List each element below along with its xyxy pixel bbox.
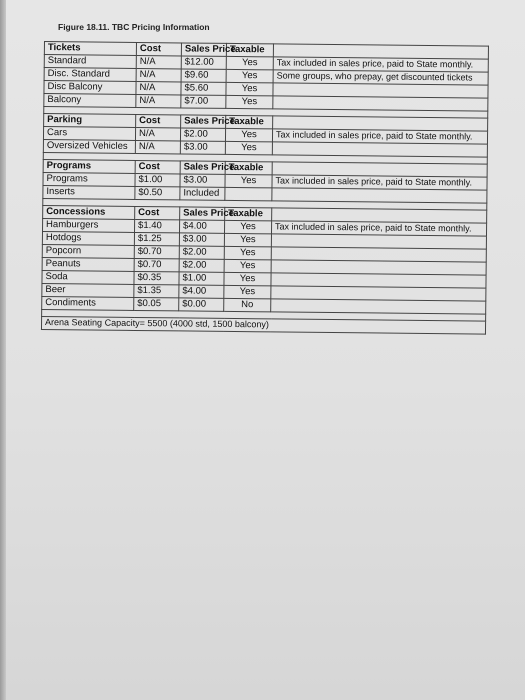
item-cost: $1.25	[134, 232, 179, 245]
item-note: Tax included in sales price, paid to State monthly.	[272, 175, 487, 190]
item-taxable: Yes	[225, 174, 272, 187]
pricing-table	[41, 41, 489, 335]
item-taxable: Yes	[224, 285, 271, 298]
item-taxable: Yes	[226, 82, 273, 95]
item-taxable: Yes	[224, 246, 271, 259]
item-name: Hotdogs	[42, 231, 134, 245]
cost-header: Cost	[135, 160, 180, 173]
item-cost: N/A	[136, 81, 181, 94]
section-title: Parking	[44, 114, 136, 128]
sales-price-header: Sales Price	[181, 43, 226, 56]
sales-price-header: Sales Price	[181, 115, 226, 128]
item-cost: $0.35	[134, 271, 179, 284]
item-taxable: Yes	[225, 128, 272, 141]
item-name: Peanuts	[42, 257, 134, 271]
item-taxable: Yes	[224, 259, 271, 272]
item-sales-price: $3.00	[180, 141, 225, 154]
item-taxable: Yes	[226, 69, 273, 82]
sales-price-header: Sales Price	[180, 207, 225, 220]
item-sales-price: $3.00	[179, 233, 224, 246]
item-name: Cars	[43, 127, 135, 141]
sales-price-header: Sales Price	[180, 161, 225, 174]
item-cost: $0.05	[134, 297, 179, 310]
item-sales-price: $2.00	[179, 259, 224, 272]
item-note: Tax included in sales price, paid to State monthly.	[272, 129, 487, 144]
pricing-sheet	[39, 41, 488, 548]
item-taxable: Yes	[226, 56, 273, 69]
item-sales-price: $7.00	[181, 95, 226, 108]
item-name: Oversized Vehicles	[43, 139, 135, 153]
item-taxable: Yes	[224, 272, 271, 285]
seating-capacity-note: Arena Seating Capacity= 5500 (4000 std, 1500 balcony)	[41, 316, 485, 334]
item-cost: $1.00	[135, 173, 180, 186]
taxable-header: Taxable	[226, 115, 273, 128]
item-taxable	[225, 187, 272, 200]
item-name: Disc. Standard	[44, 68, 136, 82]
item-taxable: Yes	[226, 95, 273, 108]
item-sales-price: $0.00	[179, 298, 224, 311]
item-taxable: No	[224, 298, 271, 311]
item-name: Inserts	[43, 185, 135, 199]
item-sales-price: $2.00	[180, 128, 225, 141]
item-name: Disc Balcony	[44, 81, 136, 95]
item-sales-price: $4.00	[179, 220, 224, 233]
item-name: Condiments	[42, 296, 134, 310]
taxable-header: Taxable	[226, 43, 273, 56]
taxable-header: Taxable	[225, 207, 272, 220]
item-sales-price: $5.60	[181, 82, 226, 95]
item-sales-price: $9.60	[181, 69, 226, 82]
item-name: Hamburgers	[43, 218, 135, 232]
item-taxable: Yes	[224, 233, 271, 246]
item-name: Balcony	[44, 94, 136, 108]
item-sales-price: $1.00	[179, 272, 224, 285]
item-taxable: Yes	[225, 141, 272, 154]
item-cost: $0.70	[134, 245, 179, 258]
cost-header: Cost	[136, 42, 181, 55]
item-cost: N/A	[135, 140, 180, 153]
taxable-header: Taxable	[225, 161, 272, 174]
item-sales-price: $2.00	[179, 246, 224, 259]
item-sales-price: $3.00	[180, 174, 225, 187]
item-note: Tax included in sales price, paid to State monthly.	[273, 57, 488, 72]
cost-header: Cost	[135, 206, 180, 219]
item-name: Beer	[42, 283, 134, 297]
item-cost: N/A	[135, 127, 180, 140]
item-name: Standard	[44, 55, 136, 69]
item-sales-price: Included	[180, 187, 225, 200]
item-taxable: Yes	[224, 220, 271, 233]
item-name: Programs	[43, 172, 135, 186]
item-name: Popcorn	[42, 244, 134, 258]
item-cost: $0.50	[135, 186, 180, 199]
item-cost: $1.35	[134, 284, 179, 297]
item-cost: $1.40	[135, 219, 180, 232]
item-cost: N/A	[136, 68, 181, 81]
item-note: Some groups, who prepay, get discounted tickets	[273, 70, 488, 85]
section-title: Concessions	[43, 205, 135, 219]
item-name: Soda	[42, 270, 134, 284]
item-cost: N/A	[136, 55, 181, 68]
item-cost: N/A	[136, 94, 181, 107]
figure-title: Figure 18.11. TBC Pricing Information	[58, 22, 210, 32]
section-title: Tickets	[44, 42, 136, 56]
item-sales-price: $12.00	[181, 56, 226, 69]
section-title: Programs	[43, 159, 135, 173]
item-sales-price: $4.00	[179, 285, 224, 298]
item-cost: $0.70	[134, 258, 179, 271]
item-note: Tax included in sales price, paid to State monthly.	[271, 221, 486, 236]
pricing-table-body	[41, 42, 488, 335]
cost-header: Cost	[136, 114, 181, 127]
